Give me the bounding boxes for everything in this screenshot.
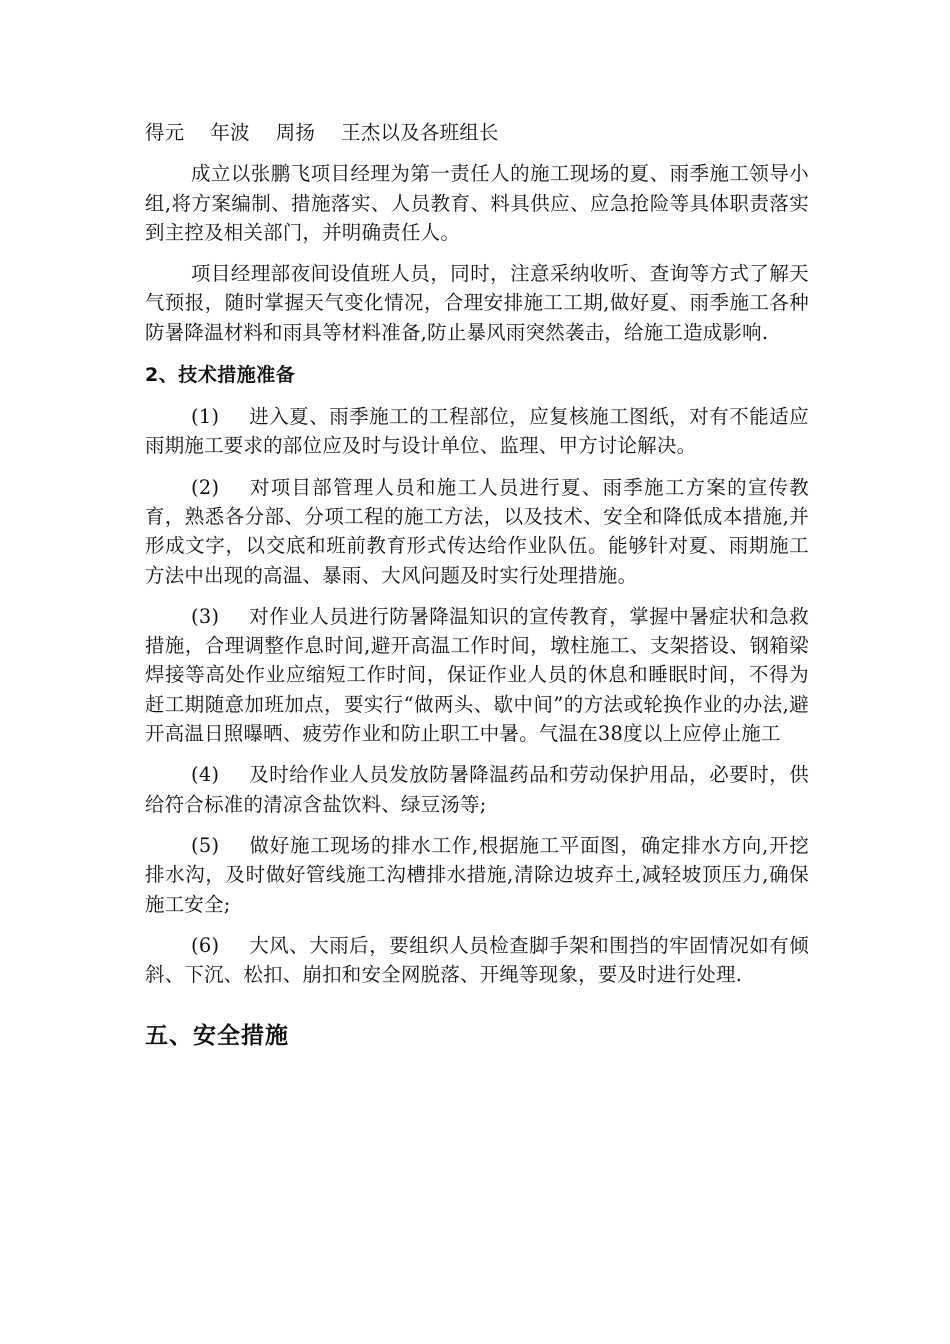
section-heading-technical: 2、技术措施准备 [145, 364, 296, 387]
list-item [145, 473, 809, 590]
item-text: 及时给作业人员发放防暑降温药品和劳动保护用品，必要时，供给符合标准的清凉含盐饮料、绿豆汤等; [145, 763, 809, 816]
paragraph-leadership-group: 成立以张鹏飞项目经理为第一责任人的施工现场的夏、雨季施工领导小组,将方案编制、措施落实、人员教育、料具供应、应急抢险等具体职责落实到主控及相关部门，并明确责任人。 [145, 162, 809, 244]
item-text: 进入夏、雨季施工的工程部位，应复核施工图纸，对有不能适应雨期施工要求的部位应及时与设计单位、监理、甲方讨论解决。 [145, 405, 809, 458]
item-text: 对作业人员进行防暑降温知识的宣传教育，掌握中暑症状和急救措施，合理调整作息时间,避开高温工作时间，墩柱施工、支架搭设、钢箱梁焊接等高处作业应缩短工作时间，保证作业人员的休息和睡眠时间，不得为赶工期随意加班加点，要实行“做两头、歇中间”的方法或轮换作业的办法,避开高温日照曝晒、疲劳作业和防止职工中暑。气温在38度以上应停止施工 [145, 604, 809, 746]
document-body [145, 118, 809, 1053]
staff-name: 王杰以及各班组长 [341, 121, 499, 144]
list-item [145, 602, 809, 748]
item-number: (2) [191, 475, 220, 499]
item-text: 做好施工现场的排水工作,根据施工平面图，确定排水方向,开挖排水沟，及时做好管线施工沟槽排水措施,清除边坡弃土,减轻坡顶压力,确保施工安全; [145, 833, 809, 916]
item-number: (4) [191, 763, 220, 787]
item-number: (1) [191, 405, 220, 429]
section-heading-safety: 五、安全措施 [145, 1023, 289, 1050]
item-number: (6) [191, 933, 220, 957]
paragraph-duty-staff: 项目经理部夜间设值班人员，同时，注意采纳收听、查询等方式了解天气预报，随时掌握天气变化情况，合理安排施工工期,做好夏、雨季施工各种防暑降温材料和雨具等材料准备,防止暴风雨突然袭击，给施工造成影响. [145, 262, 809, 344]
item-text: 大风、大雨后，要组织人员检查脚手架和围挡的牢固情况如有倾斜、下沉、松扣、崩扣和安全网脱落、开绳等现象，要及时进行处理. [145, 933, 809, 987]
staff-line [145, 118, 809, 147]
staff-name: 年波 [210, 121, 250, 144]
item-text: 对项目部管理人员和施工人员进行夏、雨季施工方案的宣传教育，熟悉各分部、分项工程的施工方法，以及技术、安全和降低成本措施,并形成文字，以交底和班前教育形式传达给作业队伍。能够针对夏、雨期施工方法中出现的高温、暴雨、大风问题及时实行处理措施。 [145, 475, 809, 587]
list-item [145, 760, 809, 819]
item-number: (3) [191, 604, 220, 628]
staff-name: 周扬 [275, 121, 316, 144]
item-number: (5) [191, 833, 220, 857]
list-item [145, 931, 809, 990]
list-item [145, 402, 809, 461]
staff-name: 得元 [145, 121, 185, 144]
list-item [145, 831, 809, 919]
